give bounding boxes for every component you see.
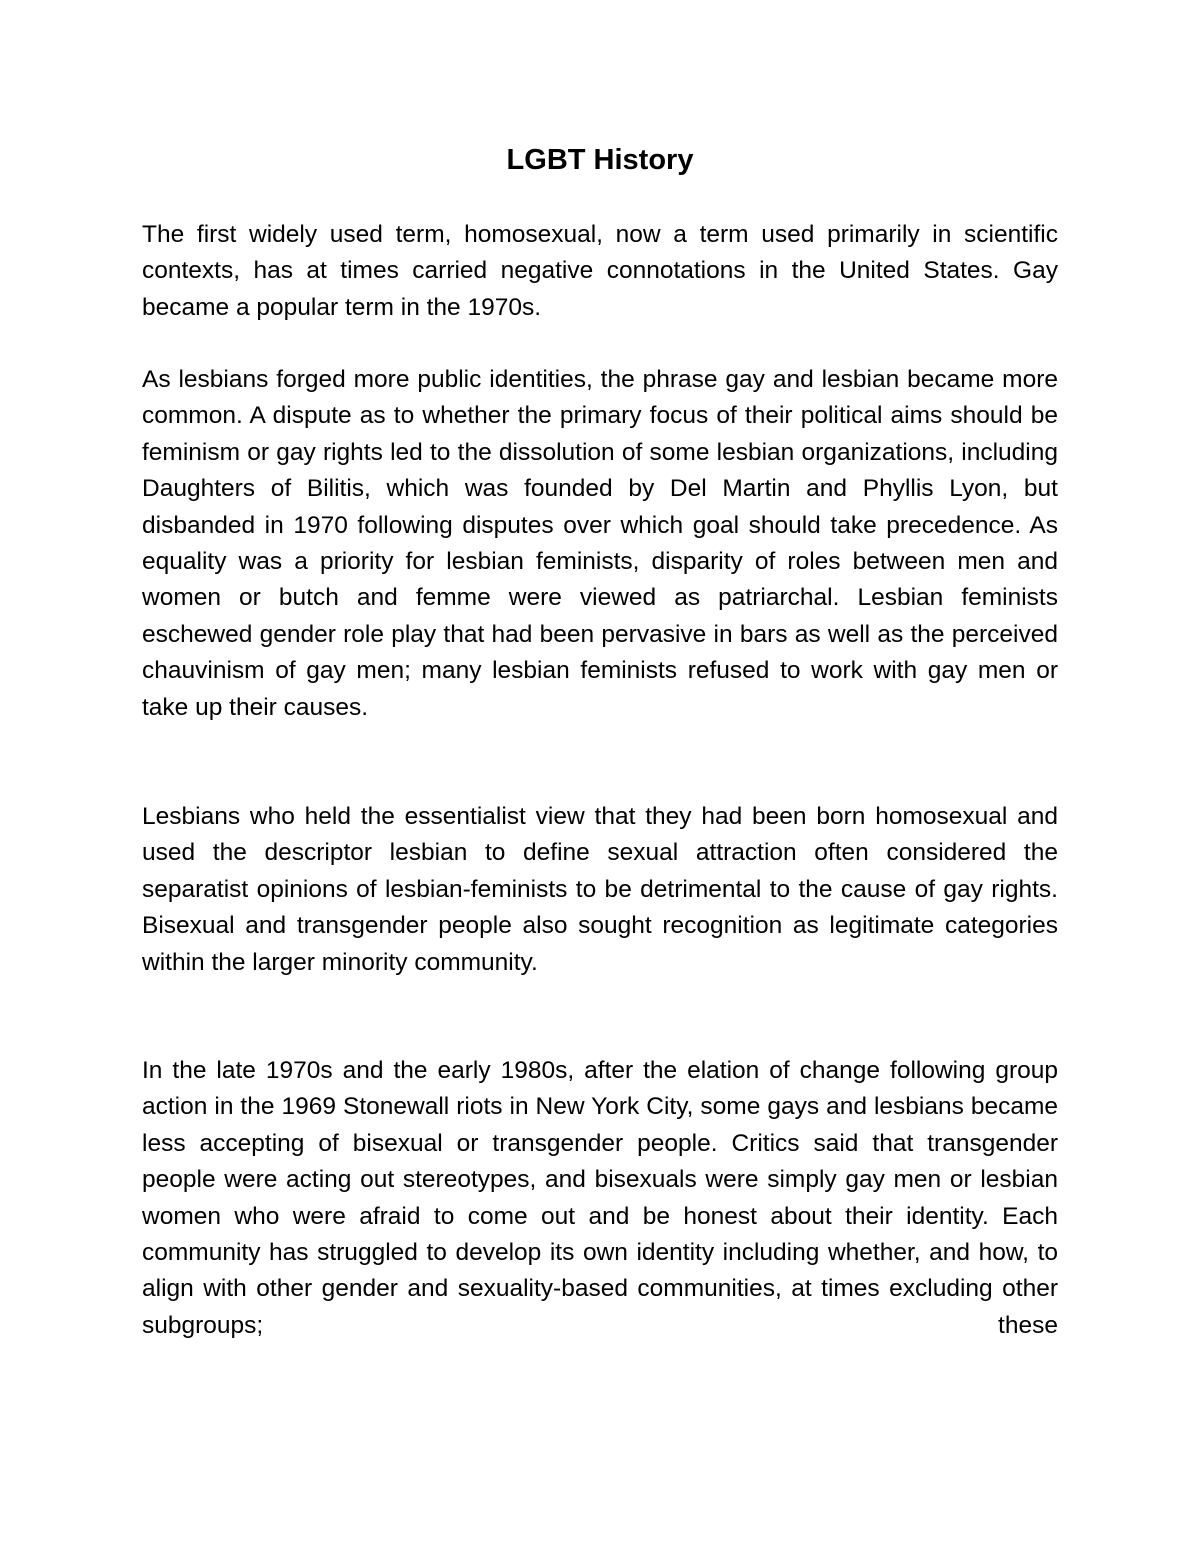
- paragraph-late-1970s: In the late 1970s and the early 1980s, after the elation of change following group action in the 1969 Stonewall riots in New York City, some gays and lesbians became less accepting of bisexual or transgender people. Critics said that transgender people were acting out stereotypes, and bisexuals were simply gay men or lesbian women who were afraid to come out and be honest about their identity. Each community has struggled to develop its own identity including whether, and how, to align with other gender and sexuality-based communities, at times excluding other subgroups; these: [142, 1057, 1058, 1339]
- paragraph-essentialist-view: Lesbians who held the essentialist view that they had been born homosexual and used the descriptor lesbian to define sexual attraction often considered the separatist opinions of lesbian-feminists to be detrimental to the cause of gay rights. Bisexual and transgender people also sought recognition as legitimate categories within the larger minority community.: [142, 803, 1058, 976]
- paragraph-lesbian-feminism: As lesbians forged more public identities, the phrase gay and lesbian became more common. A dispute as to whether the primary focus of their political aims should be feminism or gay rights led to the dissolution of some lesbian organizations, including Daughters of Bilitis, which was founded by Del Martin and Phyllis Lyon, but disbanded in 1970 following disputes over which goal should take precedence. As equality was a priority for lesbian feminists, disparity of roles between men and women or butch and femme were viewed as patriarchal. Lesbian feminists eschewed gender role play that had been pervasive in bars as well as the perceived chauvinism of gay men; many lesbian feminists refused to work with gay men or take up their causes.: [142, 366, 1058, 721]
- page-title: LGBT History: [506, 144, 694, 176]
- paragraph-term-history: The first widely used term, homosexual, now a term used primarily in scientific contexts, has at times carried negative connotations in the United States. Gay became a popular term in the 1970s.: [142, 221, 1058, 321]
